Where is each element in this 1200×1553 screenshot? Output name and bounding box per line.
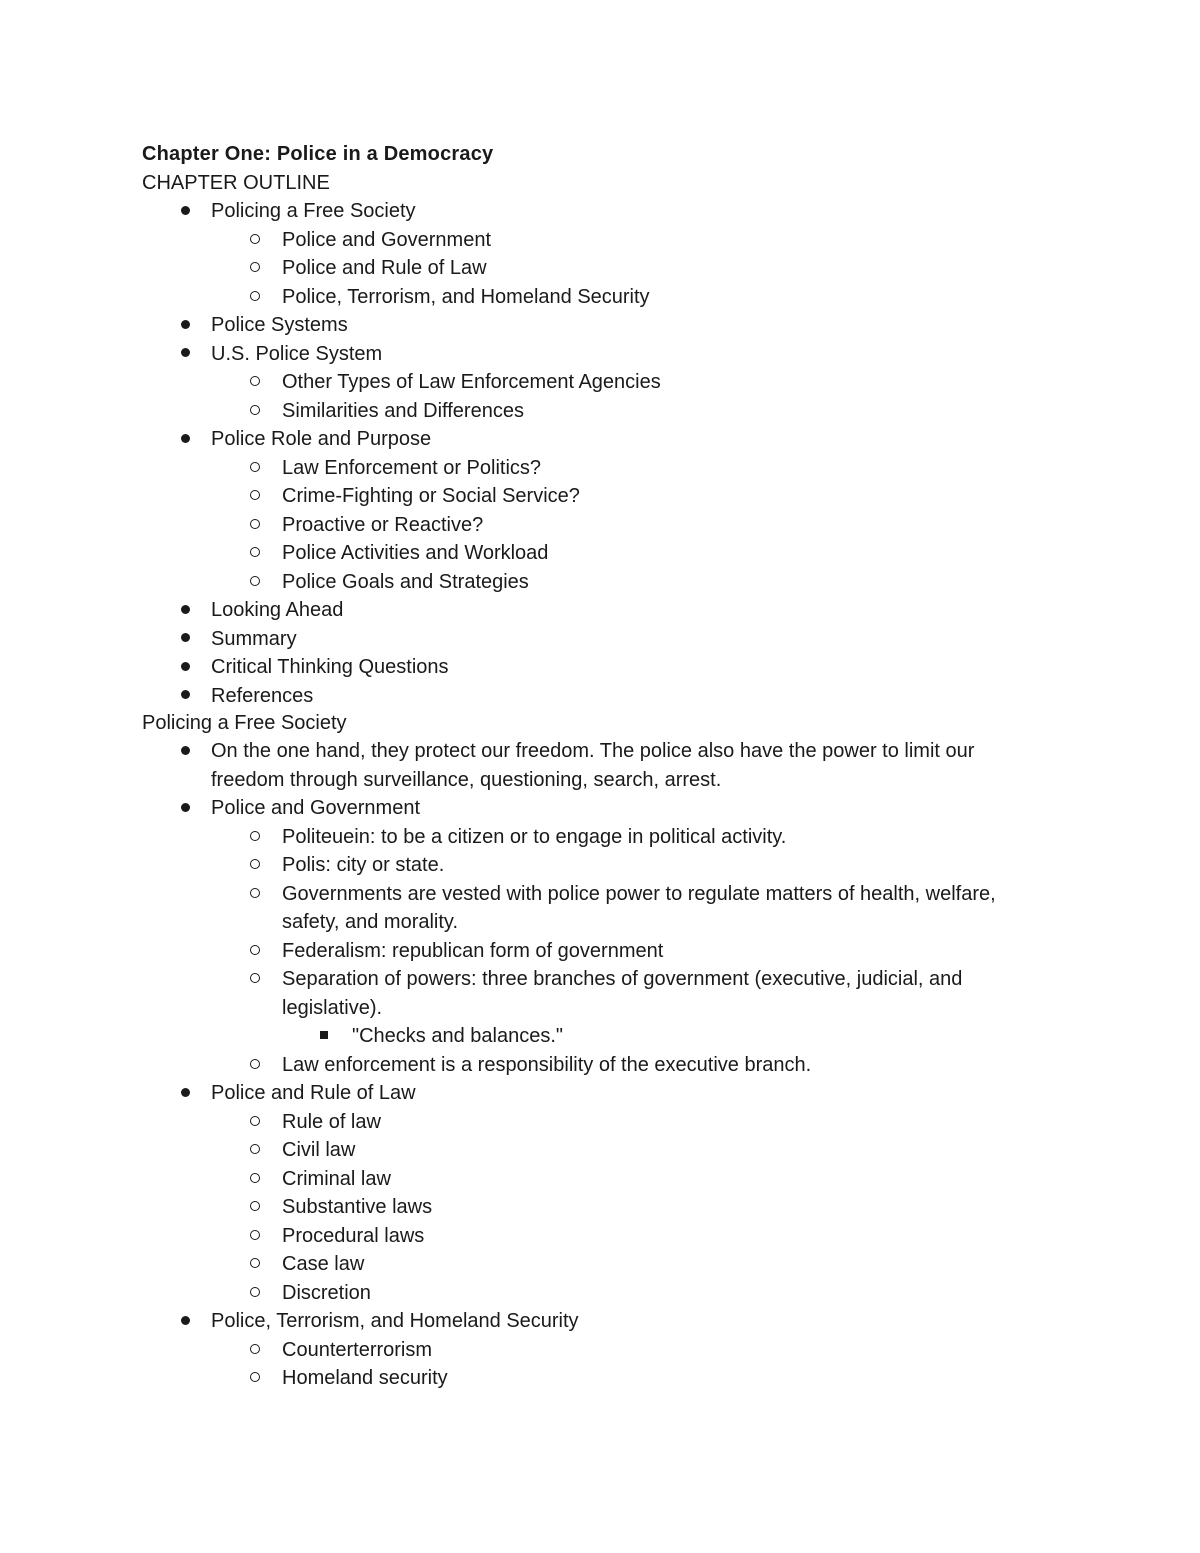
bullet-disc-icon: [174, 340, 196, 368]
list-item: Politeuein: to be a citizen or to engage in political activity.: [282, 825, 787, 848]
list-item: Police and Rule of Law: [282, 257, 487, 279]
list-item: Summary: [211, 627, 297, 650]
bullet-circle-icon: [244, 1222, 266, 1250]
bullet-circle-icon: [244, 965, 266, 993]
bullet-circle-icon: [244, 1250, 266, 1278]
list-item: Police Activities and Workload: [282, 542, 549, 564]
list-item: "Checks and balances.": [352, 1025, 563, 1047]
list-item: Criminal law: [282, 1167, 391, 1190]
bullet-disc-icon: [174, 311, 196, 339]
bullet-circle-icon: [244, 823, 266, 851]
list-item: Separation of powers: three branches of government (executive, judicial, and: [282, 968, 963, 990]
list-item: Police Role and Purpose: [211, 428, 432, 450]
list-item: freedom through surveillance, questioning, search, arrest.: [211, 768, 722, 791]
list-item: Police, Terrorism, and Homeland Security: [211, 1310, 579, 1332]
bullet-disc-icon: [174, 1079, 196, 1107]
bullet-circle-icon: [244, 937, 266, 965]
bullet-circle-icon: [244, 1279, 266, 1307]
section-heading: Policing a Free Society: [142, 712, 347, 734]
bullet-disc-icon: [174, 197, 196, 225]
list-item: Police and Rule of Law: [211, 1082, 416, 1104]
list-item: Police and Government: [282, 228, 492, 251]
outline-heading: CHAPTER OUTLINE: [142, 172, 330, 194]
list-item: Other Types of Law Enforcement Agencies: [282, 371, 661, 393]
bullet-disc-icon: [174, 794, 196, 822]
list-item: Federalism: republican form of government: [282, 939, 664, 962]
bullet-circle-icon: [244, 1051, 266, 1079]
list-item: Proactive or Reactive?: [282, 513, 484, 536]
bullet-disc-icon: [174, 625, 196, 653]
bullet-disc-icon: [174, 1307, 196, 1335]
document-title: Chapter One: Police in a Democracy: [142, 143, 494, 165]
list-item: Discretion: [282, 1281, 371, 1304]
list-item: Law Enforcement or Politics?: [282, 456, 542, 479]
bullet-circle-icon: [244, 226, 266, 254]
bullet-circle-icon: [244, 368, 266, 396]
list-item: Homeland security: [282, 1367, 448, 1389]
list-item: Substantive laws: [282, 1196, 433, 1218]
bullet-circle-icon: [244, 454, 266, 482]
bullet-circle-icon: [244, 283, 266, 311]
bullet-circle-icon: [244, 851, 266, 879]
bullet-circle-icon: [244, 1336, 266, 1364]
bullet-circle-icon: [244, 1108, 266, 1136]
bullet-disc-icon: [174, 653, 196, 681]
bullet-disc-icon: [174, 682, 196, 710]
list-item: Governments are vested with police power to regulate matters of health, welfare,: [282, 882, 996, 905]
list-item: Crime-Fighting or Social Service?: [282, 485, 580, 507]
list-item: Similarities and Differences: [282, 399, 524, 422]
bullet-circle-icon: [244, 254, 266, 282]
bullet-circle-icon: [244, 568, 266, 596]
list-item: Civil law: [282, 1139, 356, 1161]
bullet-square-icon: [313, 1022, 335, 1050]
bullet-circle-icon: [244, 397, 266, 425]
bullet-circle-icon: [244, 482, 266, 510]
list-item: Looking Ahead: [211, 599, 344, 621]
bullet-disc-icon: [174, 425, 196, 453]
list-item: Critical Thinking Questions: [211, 656, 449, 678]
bullet-circle-icon: [244, 1165, 266, 1193]
list-item: Police, Terrorism, and Homeland Security: [282, 285, 650, 308]
bullet-circle-icon: [244, 511, 266, 539]
bullet-disc-icon: [174, 596, 196, 624]
bullet-disc-icon: [174, 737, 196, 765]
list-item: Police and Government: [211, 797, 421, 819]
list-item: Police Goals and Strategies: [282, 570, 529, 593]
list-item: Policing a Free Society: [211, 200, 416, 222]
list-item: Counterterrorism: [282, 1338, 433, 1361]
list-item: Procedural laws: [282, 1224, 425, 1247]
bullet-circle-icon: [244, 539, 266, 567]
bullet-circle-icon: [244, 1136, 266, 1164]
list-item: Rule of law: [282, 1110, 381, 1133]
bullet-circle-icon: [244, 1193, 266, 1221]
list-item: Case law: [282, 1253, 365, 1275]
list-item: Law enforcement is a responsibility of the executive branch.: [282, 1053, 812, 1076]
bullet-circle-icon: [244, 1364, 266, 1392]
list-item: Polis: city or state.: [282, 854, 445, 876]
list-item: Police Systems: [211, 314, 348, 336]
list-item: safety, and morality.: [282, 911, 458, 933]
list-item: On the one hand, they protect our freedom. The police also have the power to limit our: [211, 740, 975, 762]
list-item: U.S. Police System: [211, 342, 383, 365]
list-item: References: [211, 684, 314, 707]
list-item: legislative).: [282, 996, 383, 1019]
bullet-circle-icon: [244, 880, 266, 908]
